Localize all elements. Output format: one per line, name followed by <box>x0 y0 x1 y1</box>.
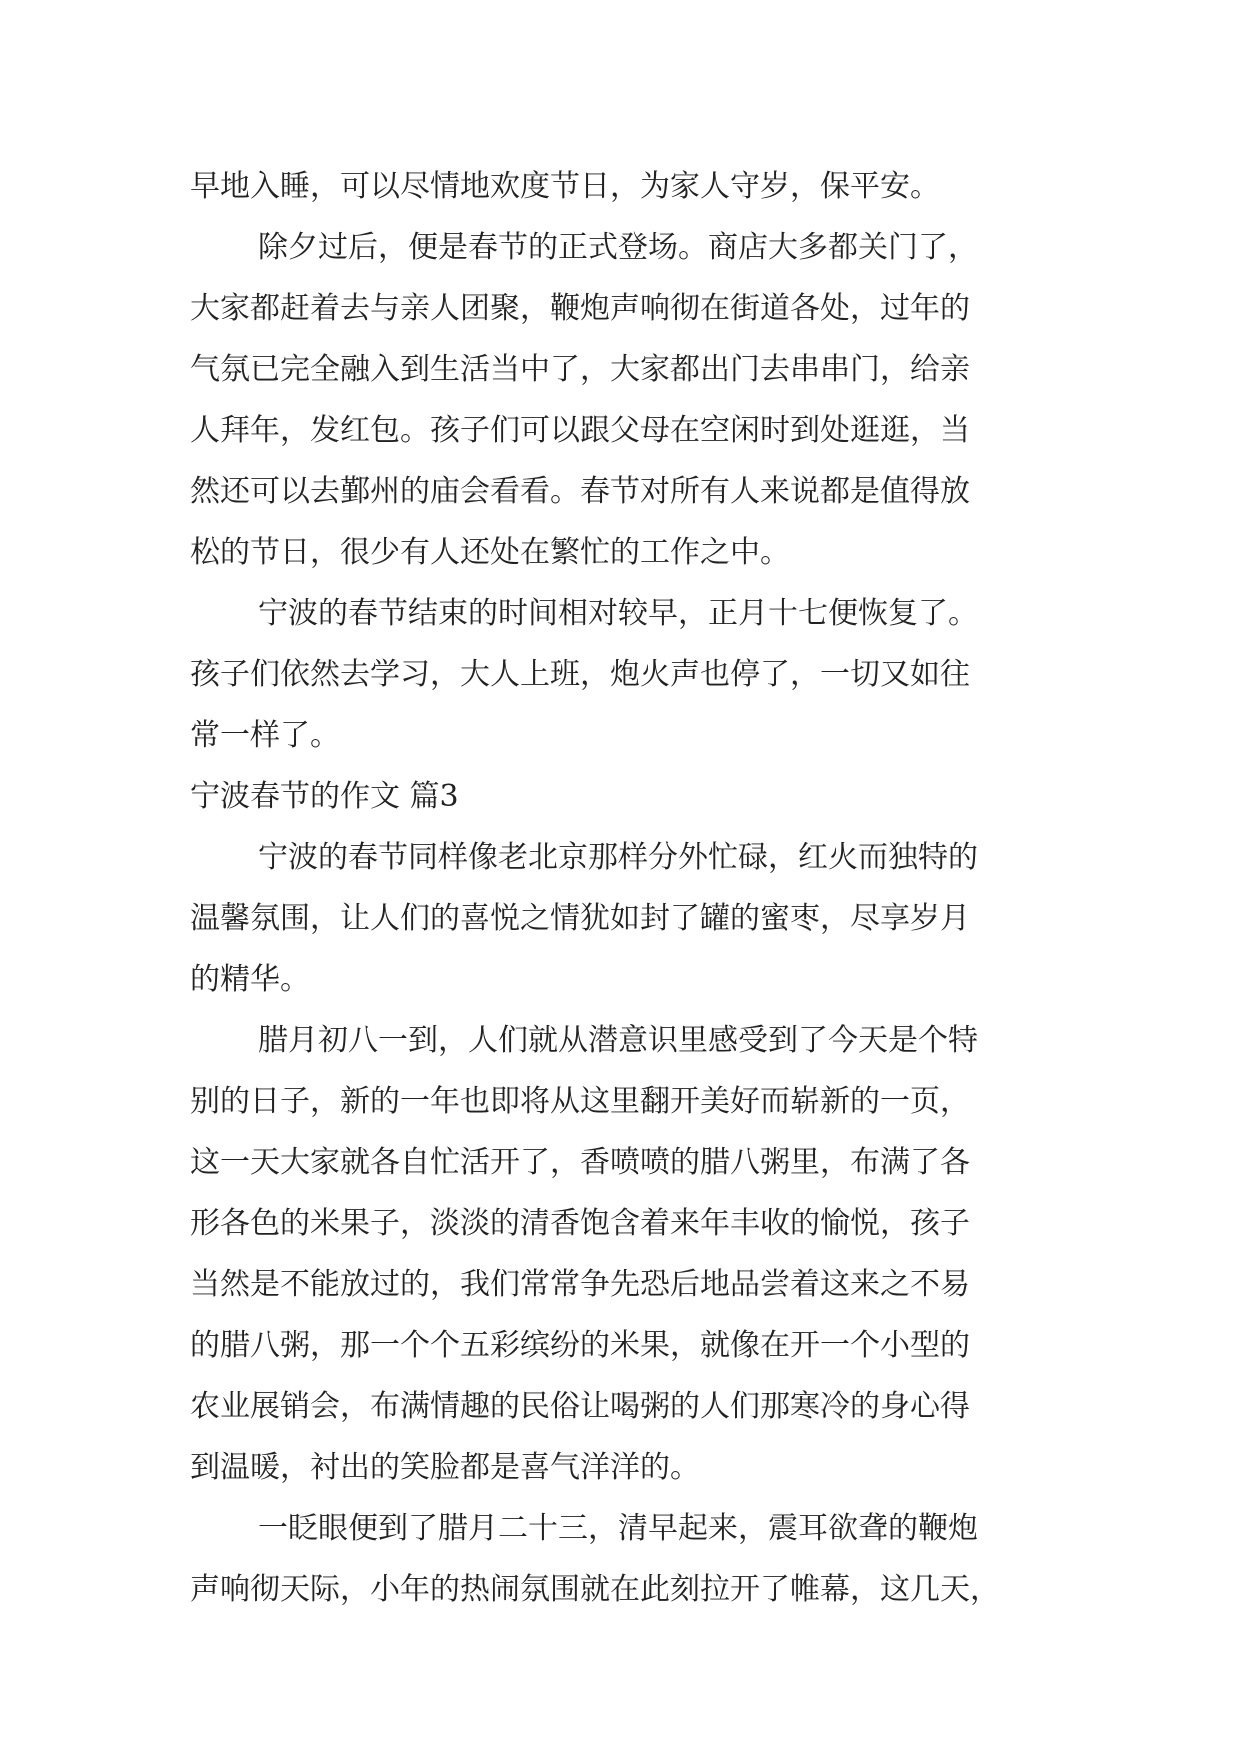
text-line: 别的日子，新的一年也即将从这里翻开美好而崭新的一页， <box>190 1084 970 1119</box>
text-line: 孩子们依然去学习，大人上班，炮火声也停了，一切又如往 <box>190 657 970 692</box>
text-line: 一眨眼便到了腊月二十三，清早起来，震耳欲聋的鞭炮 <box>258 1511 978 1546</box>
text-line: 大家都赶着去与亲人团聚，鞭炮声响彻在街道各处，过年的 <box>190 291 970 326</box>
text-line: 这一天大家就各自忙活开了，香喷喷的腊八粥里，布满了各 <box>190 1145 970 1180</box>
text-line: 宁波的春节结束的时间相对较早，正月十七便恢复了。 <box>258 596 978 631</box>
text-line: 早地入睡，可以尽情地欢度节日，为家人守岁，保平安。 <box>190 169 940 204</box>
text-line: 腊月初八一到，人们就从潜意识里感受到了今天是个特 <box>258 1023 978 1058</box>
text-line: 温馨氛围，让人们的喜悦之情犹如封了罐的蜜枣，尽享岁月 <box>190 901 970 936</box>
document-page <box>190 156 1075 1620</box>
text-line: 常一样了。 <box>190 718 340 753</box>
text-line: 除夕过后，便是春节的正式登场。商店大多都关门了， <box>258 230 978 265</box>
text-line: 松的节日，很少有人还处在繁忙的工作之中。 <box>190 535 790 570</box>
text-line: 到温暖，衬出的笑脸都是喜气洋洋的。 <box>190 1450 700 1485</box>
text-line: 人拜年，发红包。孩子们可以跟父母在空闲时到处逛逛，当 <box>190 413 970 448</box>
text-line: 声响彻天际，小年的热闹氛围就在此刻拉开了帷幕，这几天， <box>190 1572 1000 1607</box>
text-line: 的精华。 <box>190 962 310 997</box>
text-line: 宁波的春节同样像老北京那样分外忙碌，红火而独特的 <box>258 840 978 875</box>
text-line: 农业展销会，布满情趣的民俗让喝粥的人们那寒冷的身心得 <box>190 1389 970 1424</box>
section-heading: 宁波春节的作文 篇3 <box>190 779 459 814</box>
text-line: 当然是不能放过的，我们常常争先恐后地品尝着这来之不易 <box>190 1267 970 1302</box>
text-line: 形各色的米果子，淡淡的清香饱含着来年丰收的愉悦，孩子 <box>190 1206 970 1241</box>
text-line: 然还可以去鄞州的庙会看看。春节对所有人来说都是值得放 <box>190 474 970 509</box>
text-line: 的腊八粥，那一个个五彩缤纷的米果，就像在开一个小型的 <box>190 1328 970 1363</box>
text-line: 气氛已完全融入到生活当中了，大家都出门去串串门，给亲 <box>190 352 970 387</box>
